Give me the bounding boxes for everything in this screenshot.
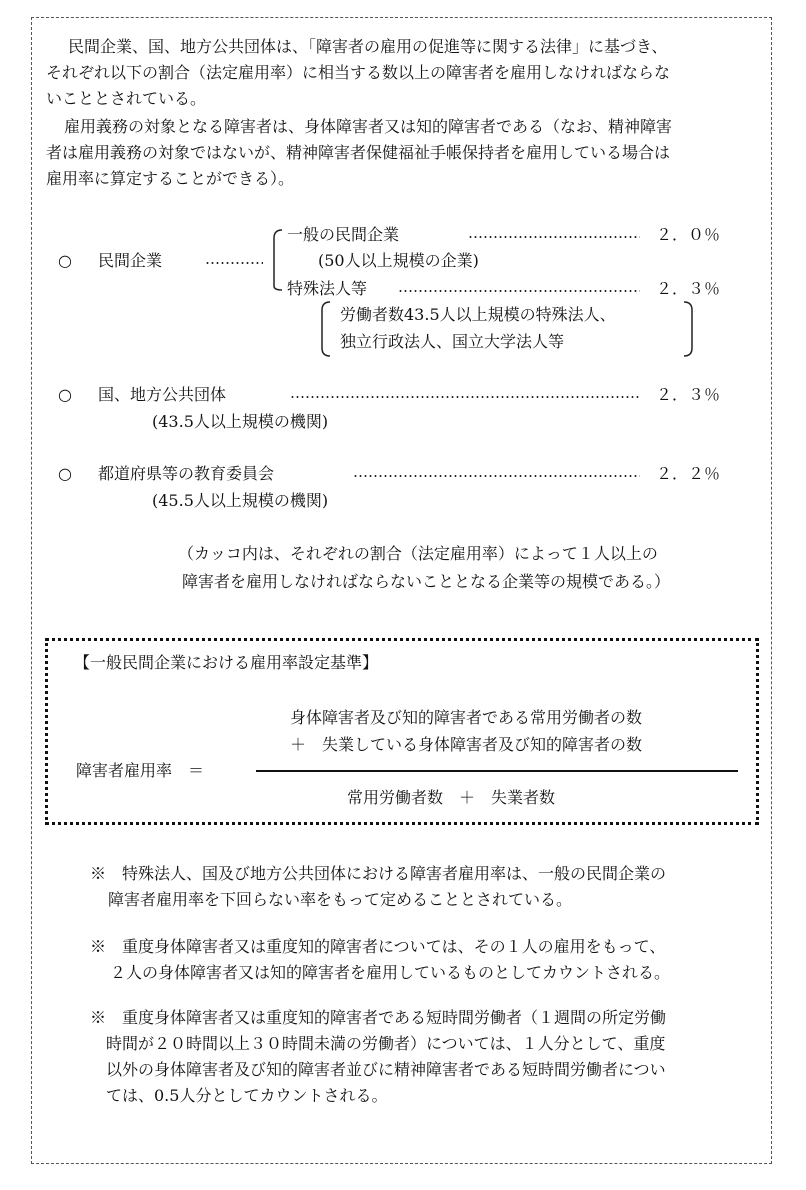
intro-paragraph-1 — [46, 34, 768, 112]
intro-p1-line2: それぞれ以下の割合（法定雇用率）に相当する数以上の障害者を雇用しなければならな — [46, 63, 671, 82]
intro-p1-line1: 民間企業、国、地方公共団体は、「障害者の雇用の促進等に関する法律」に基づき、 — [68, 37, 668, 56]
education-scale: (45.5人以上規模の機関) — [152, 491, 329, 510]
scale-note-line1: （カッコ内は、それぞれの割合（法定雇用率）によって１人以上の — [178, 544, 658, 563]
government-rate: ２．３％ — [656, 385, 721, 404]
bullet-education: ○ — [58, 464, 72, 483]
intro-p2-line2: 者は雇用義務の対象ではないが、精神障害者保健福祉手帳保持者を雇用している場合は — [46, 143, 671, 162]
intro-paragraph-2 — [46, 114, 768, 192]
bullet-private: ○ — [58, 251, 72, 270]
footnote-3-line1: ※ 重度身体障害者又は重度知的障害者である短時間労働者（１週間の所定労働 — [90, 1008, 667, 1027]
special-detail-left-brace — [316, 300, 336, 358]
general-private-rate: ２．０％ — [656, 225, 721, 244]
special-detail-right-brace — [680, 300, 700, 358]
general-private-label: 一般の民間企業 — [287, 225, 400, 244]
footnote-2 — [90, 934, 760, 986]
intro-p2-line3: 雇用率に算定することができる）。 — [46, 169, 295, 188]
government-scale: (43.5人以上規模の機関) — [152, 412, 329, 431]
private-label: 民間企業 — [98, 251, 163, 270]
footnote-2-line2: ２人の身体障害者又は知的障害者を雇用しているものとしてカウントされる。 — [110, 963, 671, 982]
education-label: 都道府県等の教育委員会 — [98, 464, 275, 483]
special-corp-rate: ２．３％ — [656, 279, 721, 298]
intro-p2-line1: 雇用義務の対象となる障害者は、身体障害者又は知的障害者である（なお、精神障害 — [64, 117, 673, 136]
bullet-government: ○ — [58, 385, 72, 404]
footnote-3-line2: 時間が２０時間以上３０時間未満の労働者）については、１人分として、重度 — [106, 1034, 666, 1053]
general-private-scale: (50人以上規模の企業) — [318, 251, 479, 270]
private-leader-dots — [205, 262, 263, 264]
government-dots — [290, 396, 640, 398]
special-detail-line2: 独立行政法人、国立大学法人等 — [340, 332, 565, 351]
footnote-3 — [90, 1005, 760, 1109]
footnote-1-line2: 障害者雇用率を下回らない率をもって定めることとされている。 — [108, 890, 573, 909]
footnote-1-line1: ※ 特殊法人、国及び地方公共団体における障害者雇用率は、一般の民間企業の — [90, 864, 667, 883]
special-corp-label: 特殊法人等 — [287, 279, 368, 298]
special-detail-line1: 労働者数43.5人以上規模の特殊法人、 — [340, 305, 616, 324]
formula-lhs: 障害者雇用率 ＝ — [76, 761, 205, 780]
footnote-1 — [90, 861, 760, 913]
intro-p1-line3: いこととされている。 — [46, 89, 207, 108]
footnote-3-line4: ては、0.5人分としてカウントされる。 — [106, 1086, 388, 1105]
private-brace — [266, 228, 286, 292]
education-rate: ２．２％ — [656, 464, 721, 483]
formula-numerator-line1: 身体障害者及び知的障害者である常用労働者の数 — [290, 708, 643, 727]
education-dots — [353, 475, 640, 477]
footnote-2-line1: ※ 重度身体障害者又は重度知的障害者については、その１人の雇用をもって、 — [90, 937, 666, 956]
scale-note-line2: 障害者を雇用しなければならないこととなる企業等の規模である。） — [182, 572, 671, 591]
formula-title: 【一般民間企業における雇用率設定基準】 — [74, 653, 379, 672]
special-corp-dots — [398, 290, 640, 292]
general-private-dots — [468, 236, 640, 238]
fraction-bar — [256, 770, 738, 772]
formula-numerator-line2: ＋ 失業している身体障害者及び知的障害者の数 — [290, 735, 643, 754]
government-label: 国、地方公共団体 — [98, 385, 227, 404]
formula-denominator: 常用労働者数 ＋ 失業者数 — [347, 788, 556, 807]
footnote-3-line3: 以外の身体障害者及び知的障害者並びに精神障害者である短時間労働者につい — [106, 1060, 666, 1079]
